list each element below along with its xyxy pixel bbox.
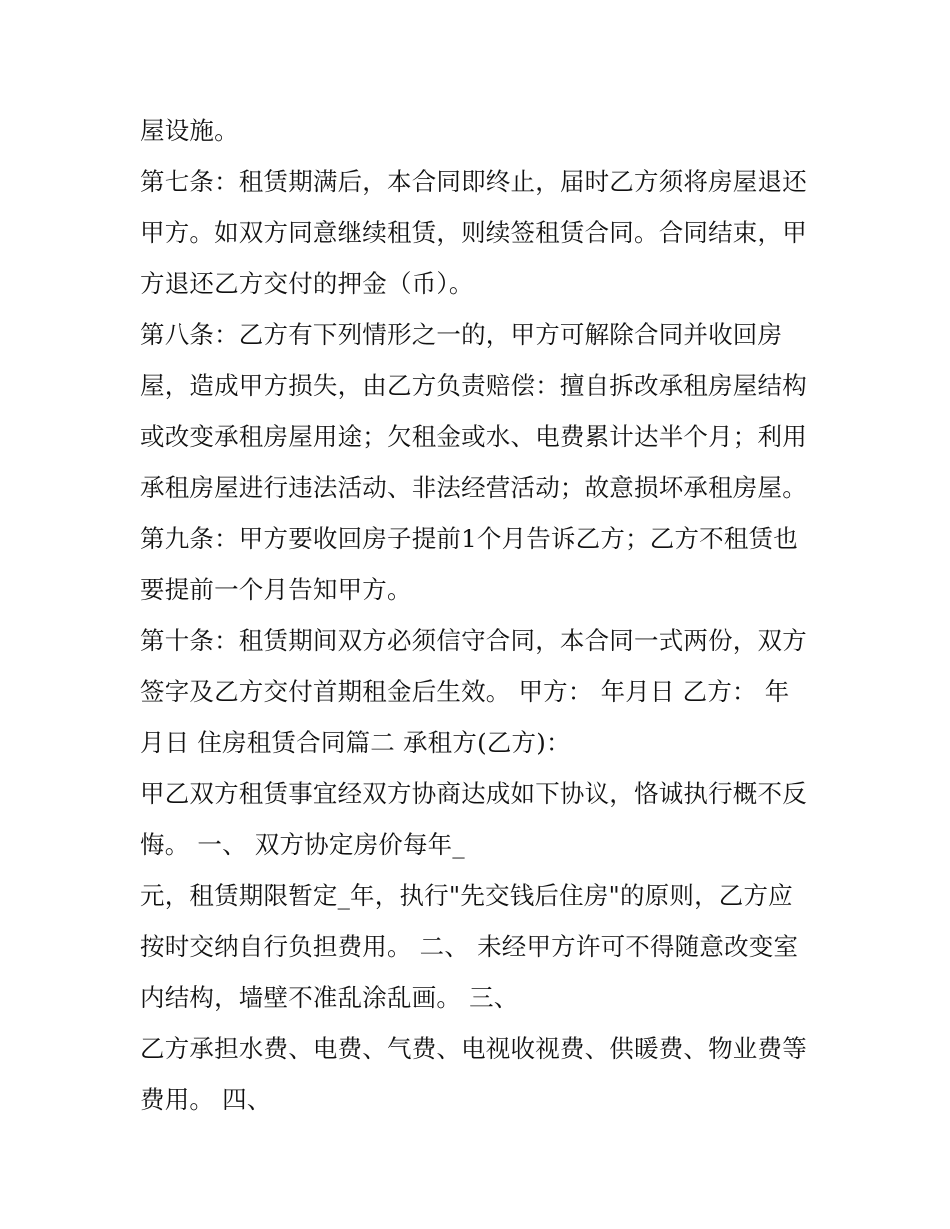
- text-line: 要提前一个月告知甲方。: [140, 575, 412, 604]
- text-line: 月日 住房租赁合同篇二 承租方(乙方)：: [140, 728, 571, 757]
- text-line: 第十条：租赁期间双方必须信守合同，本合同一式两份，双方: [140, 626, 807, 655]
- document-body: [140, 105, 820, 1125]
- text-line: 签字及乙方交付首期租金后生效。 甲方： 年月日 乙方： 年: [140, 677, 790, 706]
- text-line: 按时交纳自行负担费用。 二、 未经甲方许可不得随意改变室: [140, 932, 799, 961]
- text-line: 或改变承租房屋用途；欠租金或水、电费累计达半个月；利用: [140, 422, 807, 451]
- text-line: 第七条：租赁期满后，本合同即终止，届时乙方须将房屋退还: [140, 167, 807, 196]
- text-line: 甲方。如双方同意继续租赁，则续签租赁合同。合同结束，甲: [140, 218, 807, 247]
- text-line: 费用。 四、: [140, 1085, 272, 1114]
- text-line: 悔。 一、 双方协定房价每年_: [140, 830, 465, 859]
- text-line: 方退还乙方交付的押金（币）。: [140, 269, 474, 298]
- text-line: 屋设施。: [140, 116, 239, 145]
- text-line: 元，租赁期限暂定_年，执行"先交钱后住房"的原则，乙方应: [140, 881, 793, 910]
- text-line: 屋，造成甲方损失，由乙方负责赔偿：擅自拆改承租房屋结构: [140, 371, 807, 400]
- text-line: 承租房屋进行违法活动、非法经营活动；故意损坏承租房屋。: [140, 473, 807, 502]
- text-line: 乙方承担水费、电费、气费、电视收视费、供暖费、物业费等: [140, 1034, 807, 1063]
- text-line: 内结构，墙壁不准乱涂乱画。 三、: [140, 983, 519, 1012]
- text-line: 甲乙双方租赁事宜经双方协商达成如下协议，恪诚执行概不反: [140, 779, 807, 808]
- text-line: 第八条：乙方有下列情形之一的，甲方可解除合同并收回房: [140, 320, 783, 349]
- text-line: 第九条：甲方要收回房子提前1个月告诉乙方；乙方不租赁也: [140, 524, 798, 553]
